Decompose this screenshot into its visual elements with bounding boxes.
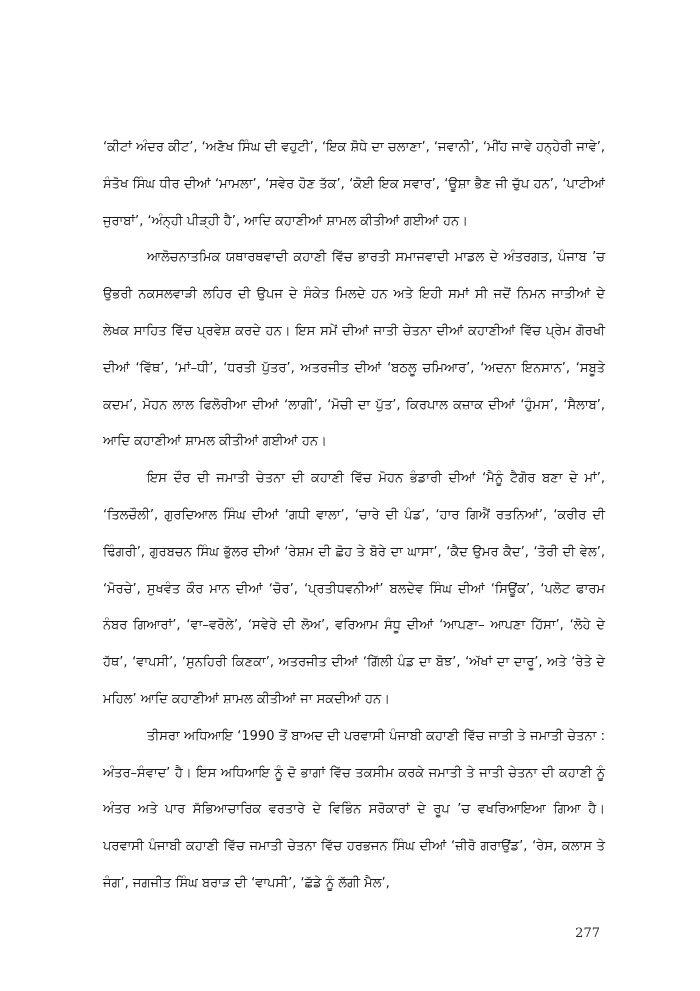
paragraph-4: ਤੀਸਰਾ ਅਧਿਆਇ ‘1990 ਤੋਂ ਬਾਅਦ ਦੀ ਪਰਵਾਸੀ ਪੰਜਾਬੀ ਕਹਾਣੀ ਵਿੱਚ ਜਾਤੀ ਤੇ ਜਮਾਤੀ ਚੇਤਨਾ : ਅੰਤਰ–ਸੰਵਾਦ’ ਹੈ। ਇਸ ਅਧਿਆਇ ਨੂੰ ਦੋ ਭਾਗਾਂ ਵਿੱਚ ਤਕਸੀਮ ਕਰਕੇ ਜਮਾਤੀ ਤੇ ਜਾਤੀ ਚੇਤਨਾ ਦੀ ਕਹਾਣੀ ਨੂੰ ਅੰਤਰ ਅਤੇ ਪਾਰ ਸੱਭਿਆਚਾਰਿਕ ਵਰਤਾਰੇ ਦੇ ਵਿਭਿੰਨ ਸਰੋਕਾਰਾਂ ਦੇ ਰੂਪ ’ਚ ਵਖਰਿਆਇਆ ਗਿਆ ਹੈ। ਪਰਵਾਸੀ ਪੰਜਾਬੀ ਕਹਾਣੀ ਵਿੱਚ ਜਮਾਤੀ ਚੇਤਨਾ ਵਿੱਚ ਹਰਭਜਨ ਸਿੰਘ ਦੀਆਂ ‘ਜ਼ੀਰੋ ਗਰਾਉਂਡ’, ‘ਰੇਸ, ਕਲਾਸ ਤੇ ਜੰਗ’, ਜਗਜੀਤ ਸਿੰਘ ਬਰਾੜ ਦੀ ‘ਵਾਪਸੀ’, ‘ਛੱਡੇ ਨੂੰ ਲੱਗੀ ਮੈਲ’,: [103, 728, 605, 891]
paragraph-1: ‘ਕੀਟਾਂ ਅੰਦਰ ਕੀਟ’, ‘ਅਣੋਖ ਸਿੰਘ ਦੀ ਵਹੁਟੀ’, ‘ਇਕ ਸ਼ੋਧੇ ਦਾ ਚਲਾਣਾ’, ‘ਜਵਾਨੀ’, ‘ਮੀਂਹ ਜਾਵੇ ਹਨ੍ਹੇਰੀ ਜਾਵੇ’, ਸੰਤੋਖ ਸਿੰਘ ਧੀਰ ਦੀਆਂ ‘ਮਾਮਲਾ’, ‘ਸਵੇਰ ਹੋਣ ਤੱਕ’, ‘ਕੋਈ ਇਕ ਸਵਾਰ’, ‘ਊਸ਼ਾ ਭੈਣ ਜੀ ਚੁੱਪ ਹਨ’, ‘ਪਾਟੀਆਂ ਜੁਰਾਬਾਂ’, ‘ਅੰਨ੍ਹੀ ਪੀੜ੍ਹੀ ਹੈ’, ਆਦਿ ਕਹਾਣੀਆਂ ਸ਼ਾਮਲ ਕੀਤੀਆਂ ਗਈਆਂ ਹਨ।: [103, 140, 605, 229]
body-text: [103, 130, 605, 903]
paragraph-2: ਆਲੋਚਨਾਤਮਿਕ ਯਥਾਰਥਵਾਦੀ ਕਹਾਣੀ ਵਿੱਚ ਭਾਰਤੀ ਸਮਾਜਵਾਦੀ ਮਾਡਲ ਦੇ ਅੰਤਰਗਤ, ਪੰਜਾਬ ’ਚ ਉਭਰੀ ਨਕਸਲਵਾੜੀ ਲਹਿਰ ਦੀ ਉਪਜ ਦੇ ਸੰਕੇਤ ਮਿਲਦੇ ਹਨ ਅਤੇ ਇਹੀ ਸਮਾਂ ਸੀ ਜਦੋਂ ਨਿਮਨ ਜਾਤੀਆਂ ਦੇ ਲੇਖਕ ਸਾਹਿਤ ਵਿੱਚ ਪ੍ਰਵੇਸ਼ ਕਰਦੇ ਹਨ। ਇਸ ਸਮੇਂ ਦੀਆਂ ਜਾਤੀ ਚੇਤਨਾ ਦੀਆਂ ਕਹਾਣੀਆਂ ਵਿੱਚ ਪ੍ਰੇਮ ਗੋਰਖੀ ਦੀਆਂ ‘ਵਿੱਥ’, ‘ਮਾਂ–ਧੀ’, ‘ਧਰਤੀ ਪੁੱਤਰ’, ਅਤਰਜੀਤ ਦੀਆਂ ‘ਬਠਲੂ ਚਮਿਆਰ’, ‘ਅਦਨਾ ਇਨਸਾਨ’, ‘ਸਬੂਤੇ ਕਦਮ’, ਮੋਹਨ ਲਾਲ ਫਿਲੋਰੀਆ ਦੀਆਂ ‘ਲਾਗੀ’, ‘ਮੋਚੀ ਦਾ ਪੁੱਤ’, ਕਿਰਪਾਲ ਕਜ਼ਾਕ ਦੀਆਂ ‘ਹੁੰਮਸ’, ‘ਸੈਲਾਬ’, ਆਦਿ ਕਹਾਣੀਆਂ ਸ਼ਾਮਲ ਕੀਤੀਆਂ ਗਈਆਂ ਹਨ।: [103, 250, 605, 450]
paragraph-3: ਇਸ ਦੌਰ ਦੀ ਜਮਾਤੀ ਚੇਤਨਾ ਦੀ ਕਹਾਣੀ ਵਿੱਚ ਮੋਹਨ ਭੰਡਾਰੀ ਦੀਆਂ ‘ਮੈਨੂੰ ਟੈਗੋਰ ਬਣਾ ਦੇ ਮਾਂ’, ‘ਤਿਲਚੌਲੀ’, ਗੁਰਦਿਆਲ ਸਿੰਘ ਦੀਆਂ ‘ਗਧੀ ਵਾਲਾ’, ‘ਚਾਰੇ ਦੀ ਪੰਡ’, ‘ਹਾਰ ਗਿਐਂ ਰਤਨਿਆਂ’, ‘ਕਰੀਰ ਦੀ ਢਿੰਗਰੀ’, ਗੁਰਬਚਨ ਸਿੰਘ ਭੁੱਲਰ ਦੀਆਂ ‘ਰੇਸ਼ਮ ਦੀ ਛੋਹ ਤੇ ਬੋਰੇ ਦਾ ਘਾਸਾ’, ‘ਕੈਦ ਉਮਰ ਕੈਦ’, ‘ਤੋਰੀ ਦੀ ਵੇਲ’, ‘ਮੋਰਚੇ’, ਸੁਖਵੰਤ ਕੌਰ ਮਾਨ ਦੀਆਂ ‘ਚੋਰ’, ‘ਪ੍ਰਤੀਧਵਨੀਆਂ’ ਬਲਦੇਵ ਸਿੰਘ ਦੀਆਂ ‘ਸਿਊਂਕ’, ‘ਪਲੋਟ ਫਾਰਮ ਨੰਬਰ ਗਿਆਰਾਂ’, ‘ਵਾ–ਵਰੋਲੇ’, ‘ਸਵੇਰੇ ਦੀ ਲੋਅ’, ਵਰਿਆਮ ਸੰਧੂ ਦੀਆਂ ‘ਆਪਣਾ– ਆਪਣਾ ਹਿੱਸਾ’, ‘ਲੋਹੇ ਦੇ ਹੱਥ’, ‘ਵਾਪਸੀ’, ‘ਸੁਨਹਿਰੀ ਕਿਣਕਾ’, ਅਤਰਜੀਤ ਦੀਆਂ ‘ਗਿੱਲੀ ਪੰਡ ਦਾ ਬੋਝ’, ‘ਅੱਖਾਂ ਦਾ ਦਾਰੂ’, ਅਤੇ ‘ਰੇਤੇ ਦੇ ਮਹਿਲ’ ਆਦਿ ਕਹਾਣੀਆਂ ਸ਼ਾਮਲ ਕੀਤੀਆਂ ਜਾ ਸਕਦੀਆਂ ਹਨ।: [103, 471, 605, 707]
page-number: 277: [575, 926, 600, 941]
